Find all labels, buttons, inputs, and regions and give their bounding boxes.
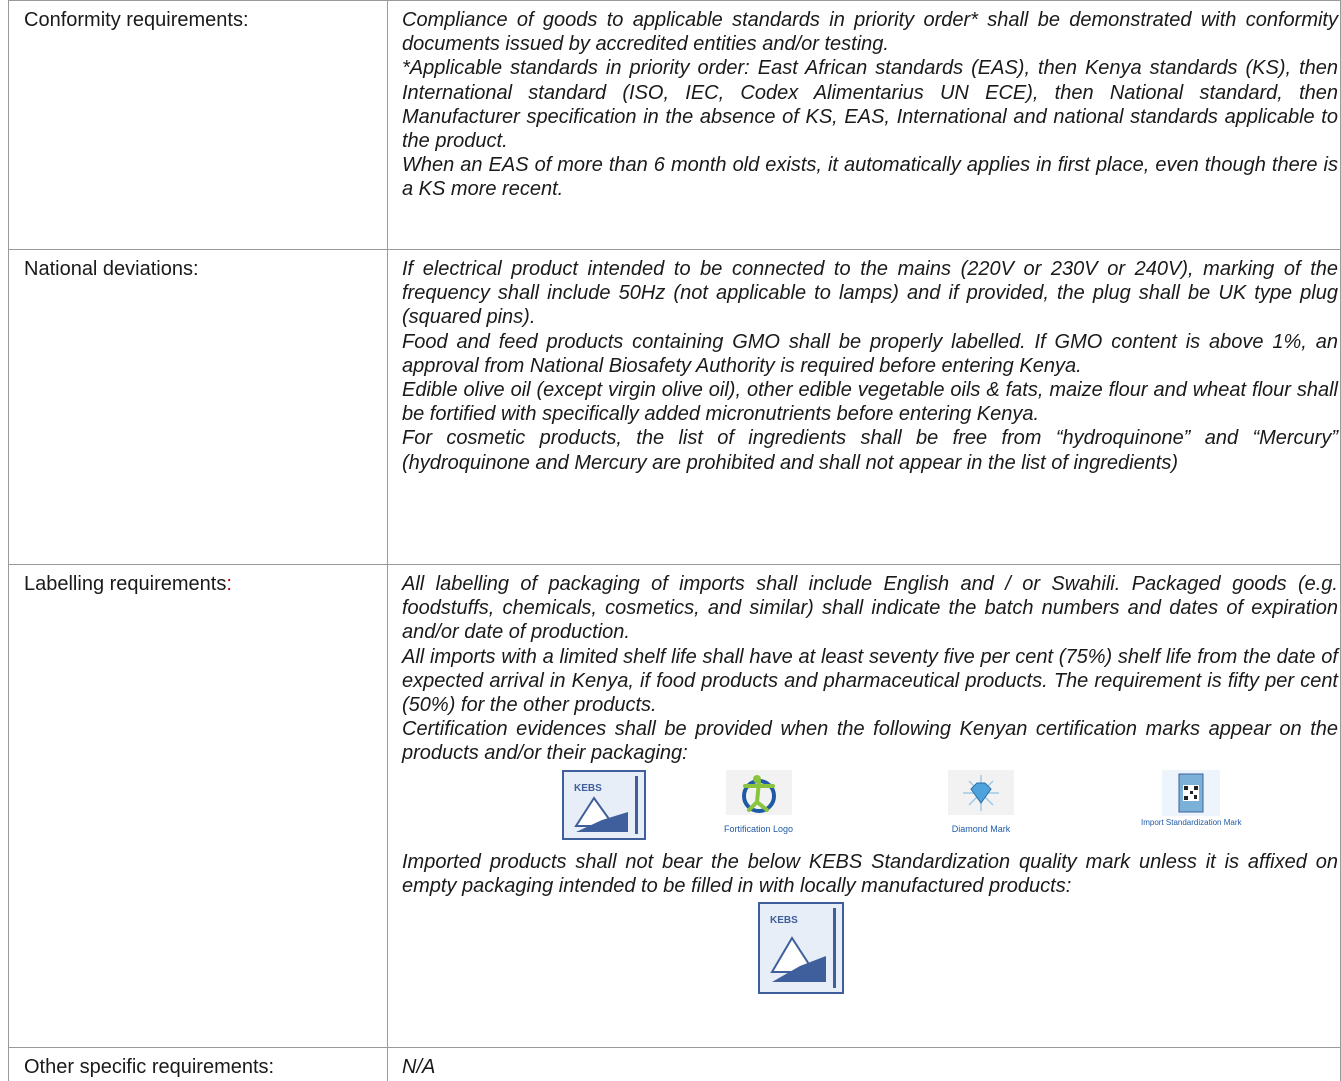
paragraph: For cosmetic products, the list of ingredients shall be free from “hydroquinone” and “Mercury” (hydroquinone and Mercury are prohibited and shall not appear in the list of ingredients) (402, 426, 1338, 474)
row-label: Conformity requirements: (9, 1, 388, 250)
paragraph: If electrical product intended to be connected to the mains (220V or 230V or 240V), marking of the frequency shall include 50Hz (not applicable to lamps) and if provided, the plug shall be UK type plug (squared pins). (402, 257, 1338, 330)
row-value: N/A (388, 1048, 1341, 1081)
paragraph: Certification evidences shall be provided when the following Kenyan certification marks appear on the products and/or their packaging: (402, 717, 1338, 765)
label-colon: : (226, 573, 232, 595)
kebs-quality-mark-icon (758, 902, 844, 994)
fortification-caption: Fortification Logo (724, 817, 793, 841)
paragraph: Food and feed products containing GMO shall be properly labelled. If GMO content is above 1%, an approval from National Biosafety Authority is required before entering Kenya. (402, 330, 1338, 378)
fortification-logo-icon (724, 770, 793, 842)
kebs-quality-mark (402, 902, 1338, 998)
row-labelling (9, 565, 1341, 1048)
kebs-mark-icon (562, 770, 646, 842)
paragraph: All labelling of packaging of imports shall include English and / or Swahili. Packaged goods (e.g. foodstuffs, chemicals, cosmetics, and similar) shall indicate the batch numbers and dates of expiration and/or date of production. (402, 572, 1338, 645)
kebs-mark-text: KEBS (770, 909, 798, 933)
import-mark-caption: Import Standardization Mark (1141, 818, 1242, 827)
certification-marks (402, 770, 1338, 850)
paragraph: All imports with a limited shelf life shall have at least seventy five per cent (75%) shelf life from the date of expected arrival in Kenya, if food products and pharmaceutical products. The requirement is fifty per cent (50%) for the other products. (402, 645, 1338, 718)
row-conformity (9, 1, 1341, 250)
diamond-mark-icon (948, 770, 1014, 842)
paragraph: *Applicable standards in priority order: East African standards (EAS), then Kenya standards (KS), then International standard (ISO, IEC, Codex Alimentarius UN ECE), then National standard, then Manufacturer specification in the absence of KS, EAS, International and national standards applicable to the product. (402, 56, 1338, 153)
row-label: Other specific requirements: (9, 1048, 388, 1081)
row-other (9, 1048, 1341, 1081)
row-value (388, 250, 1341, 565)
label-text: Labelling requirements (24, 573, 226, 595)
paragraph: Imported products shall not bear the below KEBS Standardization quality mark unless it is affixed on empty packaging intended to be filled in with locally manufactured products: (402, 850, 1338, 898)
row-label (9, 565, 388, 1048)
row-value (388, 565, 1341, 1048)
kebs-mark-text: KEBS (574, 777, 602, 801)
row-label: National deviations: (9, 250, 388, 565)
paragraph: Compliance of goods to applicable standards in priority order* shall be demonstrated with conformity documents issued by accredited entities and/or testing. (402, 8, 1338, 56)
paragraph: Edible olive oil (except virgin olive oil), other edible vegetable oils & fats, maize flour and wheat flour shall be fortified with specifically added micronutrients before entering Kenya. (402, 378, 1338, 426)
import-standardization-mark-icon (1141, 770, 1242, 842)
row-value (388, 1, 1341, 250)
paragraph: When an EAS of more than 6 month old exists, it automatically applies in first place, even though there is a KS more recent. (402, 153, 1338, 201)
diamond-caption: Diamond Mark (952, 817, 1011, 841)
row-national-deviations (9, 250, 1341, 565)
requirements-table (8, 0, 1341, 1081)
